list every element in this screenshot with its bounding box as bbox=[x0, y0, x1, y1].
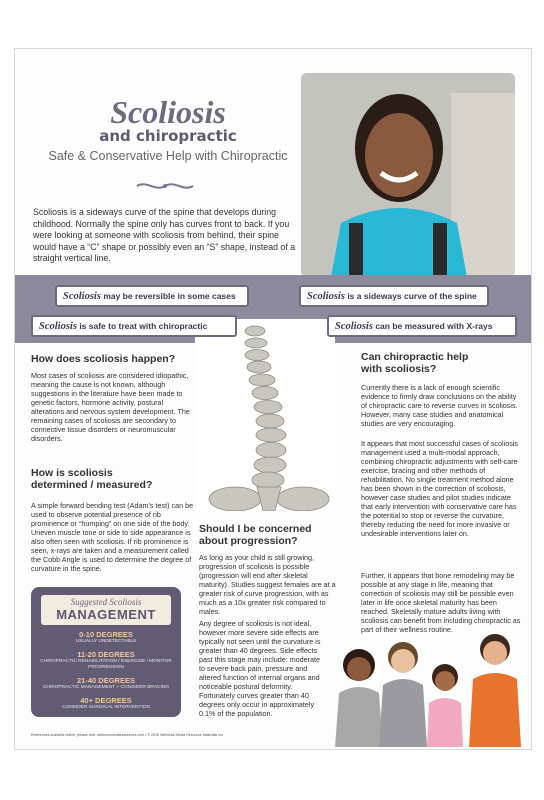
concerned-heading bbox=[199, 523, 339, 547]
callout-safe-keyword: Scoliosis bbox=[39, 321, 77, 332]
management-suggested: Suggested Scoliosis bbox=[70, 597, 142, 607]
how-happen-heading: How does scoliosis happen? bbox=[31, 353, 176, 365]
callout-xrays bbox=[327, 315, 517, 337]
management-header bbox=[41, 595, 171, 625]
management-level-note: CONSIDER SURGICAL INTERVENTION bbox=[62, 705, 150, 710]
management-level-1 bbox=[31, 650, 181, 671]
callout-xrays-keyword: Scoliosis bbox=[335, 321, 373, 332]
callout-sideways-curve bbox=[299, 285, 489, 307]
chiro-help-heading-line2: with scoliosis? bbox=[361, 363, 437, 375]
spine-illustration bbox=[195, 319, 335, 511]
callout-xrays-text: can be measured with X-rays bbox=[375, 321, 493, 331]
management-level-range: 21-40 DEGREES bbox=[77, 676, 135, 685]
concerned-body-1: As long as your child is still growing, progression of scoliosis is possible (progression will end after skeletal maturity). Studies suggest females are at a greater risk of curve progression, with as much as a 10x greater risk compared to males. bbox=[199, 553, 336, 616]
chiro-help-body-1: Currently there is a lack of enough scientific evidence to firmly draw conclusions on the ability of chiropractic care to reverse curves in scoliosis. However, many case studies and anatomical studies are very encouraging. bbox=[361, 383, 518, 428]
management-level-2 bbox=[31, 676, 181, 691]
management-level-range: 11-20 DEGREES bbox=[77, 650, 135, 659]
determined-heading-line2: determined / measured? bbox=[31, 479, 153, 491]
callout-safe-text: is safe to treat with chiropractic bbox=[79, 321, 208, 331]
chiro-help-body-2: It appears that most successful cases of scoliosis management used a multi-modal approach, combining chiropractic adjustments with self-care exercise, bracing and other methods of rehabilitation. No single treatment method alone has been shown in the correction of scoliosis, however case studies and pilot studies indicate that early intervention with conservative care has the potential to stop or reverse the curvature, thereby reducing the need for more invasive or undesirable interventions later on. bbox=[361, 439, 518, 538]
chiro-help-heading-line1: Can chiropractic help bbox=[361, 351, 469, 363]
management-level-note: CHIROPRACTIC MANAGEMENT + CONSIDER BRACING bbox=[42, 685, 170, 690]
how-happen-body: Most cases of scoliosis are considered idiopathic, meaning the cause is not known, although suggestions in the literature have been made to genetic factors, hormone activity, postural alterations and nervous system development. The remaining cases of scoliosis are secondary to connective tissue disorders or neuromuscular disorders. bbox=[31, 371, 190, 443]
girl-photo bbox=[301, 73, 515, 277]
callout-reversible-text: may be reversible in some cases bbox=[103, 291, 236, 301]
management-level-range: 40+ DEGREES bbox=[80, 696, 132, 705]
title-block bbox=[33, 95, 303, 163]
concerned-body-2: Any degree of scoliosis is not ideal, however more severe side effects are typically not seen until the curvature is greater than 40 degrees. Side effects past this stage may include: moderate to severe back pain, pressure and altered function of internal organs and noticeable postural deformity. Fortunately curves greater than 40 degrees only occur in approximately 0.1% of the population. bbox=[199, 619, 321, 718]
footer-credits: References available online, please visit: wellnessmediaresources.com • © 2015 Wellness Media Resource Materials Inc. bbox=[31, 733, 225, 737]
chiro-help-heading bbox=[361, 351, 521, 375]
concerned-heading-line2: about progression? bbox=[199, 535, 298, 547]
flourish-ornament bbox=[135, 181, 195, 191]
management-level-note: USUALLY UNDETECTABLE bbox=[75, 639, 137, 644]
callout-sideways-keyword: Scoliosis bbox=[307, 291, 345, 302]
management-level-0 bbox=[31, 630, 181, 645]
determined-heading-line1: How is scoliosis bbox=[31, 467, 113, 479]
management-panel bbox=[31, 587, 181, 717]
chiro-help-body-3: Further, it appears that bone remodeling may be possible at any stage in life, meaning that correction of scoliosis may still be possible even later in life once skeletal maturity has been reached. Skeletally mature adults living with scoliosis can benefit from including chiropractic as part of their wellness routine. bbox=[361, 571, 521, 634]
management-level-3 bbox=[31, 696, 181, 711]
management-level-range: 0-10 DEGREES bbox=[79, 630, 133, 639]
concerned-heading-line1: Should I be concerned bbox=[199, 523, 312, 535]
management-level-note: CHIROPRACTIC REHABILITATION / EXERCISE / MONITOR PROGRESSION bbox=[40, 659, 172, 670]
callout-reversible bbox=[55, 285, 249, 307]
children-photo bbox=[329, 629, 525, 747]
poster-subtitle: and chiropractic bbox=[99, 127, 237, 145]
poster-title: Scoliosis bbox=[110, 94, 226, 130]
poster-tagline: Safe & Conservative Help with Chiropractic bbox=[48, 149, 288, 163]
management-title: MANAGEMENT bbox=[56, 607, 156, 622]
determined-body: A simple forward bending test (Adam’s test) can be used to observe potential presence of rib prominence or “humping” on one side of the body. Uneven muscle tone or side to side appearance is also often seen with scoliosis. If rib prominence is seen, x-rays are taken and a measurement called the Cobb Angle is used to determine the degree of curvature in the spine. bbox=[31, 501, 194, 573]
poster bbox=[14, 48, 532, 750]
callout-sideways-text: is a sideways curve of the spine bbox=[347, 291, 477, 301]
intro-paragraph: Scoliosis is a sideways curve of the spine that develops during childhood. Normally the spine only has curves front to back. If you were looking at someone with scoliosis from behind, their spine would have a “C” shape or possibly even an “S” shape, instead of a straight vertical line. bbox=[33, 207, 296, 263]
callout-safe bbox=[31, 315, 237, 337]
callout-reversible-keyword: Scoliosis bbox=[63, 291, 101, 302]
determined-heading bbox=[31, 467, 201, 491]
